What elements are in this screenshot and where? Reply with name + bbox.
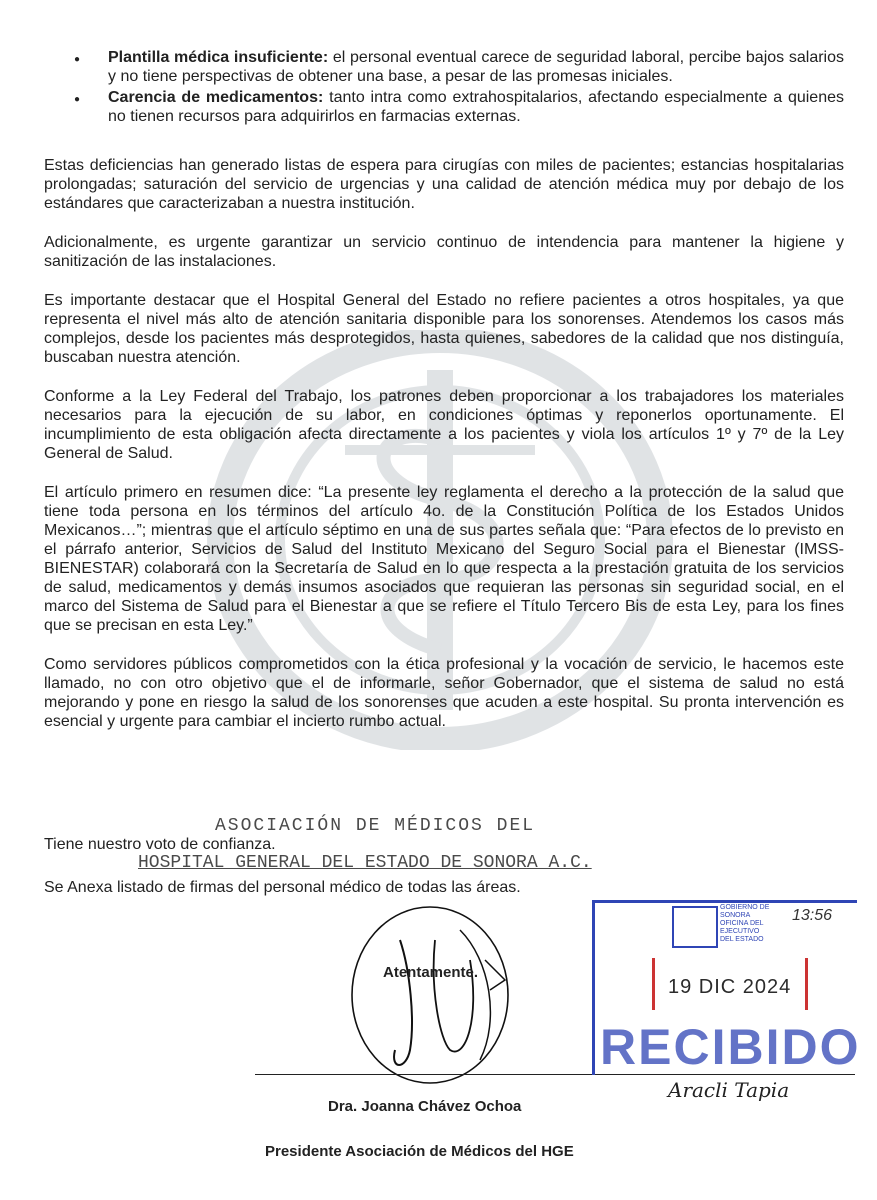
receiver-handwriting: Aracli Tapia (668, 1078, 790, 1102)
stamp-recibido: RECIBIDO (600, 1019, 861, 1075)
paragraph-articulos: El artículo primero en resumen dice: “La presente ley reglamenta el derecho a la protección de la salud que tiene toda persona en los términos del artículo 4o. de la Constitución Política de los Estados Unidos Mexicanos…”; mientras que el artículo séptimo en una de sus partes señala que: “Para efectos de lo previsto en el párrafo anterior, Servicios de Salud del Instituto Mexicano del Seguro Social para el Bienestar (IMSS-BIENESTAR) colaborará con la Secretaría de Salud en lo que respecta a la prestación gratuita de los servicios de salud, medicamentos y demás insumos asociados que requieran las personas sin seguridad social, en el marco del Sistema de Salud para el Bienestar a que se refiere el Título Tercero Bis de esta Ley, para los fines que se precisan en esta Ley.” (44, 484, 844, 634)
paragraph-deficiencies: Estas deficiencias han generado listas de espera para cirugías con miles de pacientes; estancias hospitalarias prolongadas; saturación del servicio de urgencias y una calidad de atención médica muy por debajo de los estándares que caracterizaban a nuestra institución. (44, 157, 844, 212)
signer-name: Dra. Joanna Chávez Ochoa (328, 1098, 522, 1115)
stamp-header: GOBIERNO DE SONORA OFICINA DEL EJECUTIVO DEL ESTADO (720, 904, 770, 943)
letter-body (44, 48, 844, 731)
stamp-emblem-icon (672, 906, 718, 948)
voto-confianza: Tiene nuestro voto de confianza. (44, 836, 276, 853)
deficiency-list (74, 48, 844, 126)
signature-drawing (340, 900, 530, 1100)
list-item: ● Plantilla médica insuficiente: el personal eventual carece de seguridad laboral, percibe bajos salarios y no tiene perspectivas de obtener una base, a pesar de las promesas iniciales. (74, 48, 844, 86)
association-stamp-line1: ASOCIACIÓN DE MÉDICOS DEL (215, 816, 536, 836)
paragraph-hospital: Es importante destacar que el Hospital General del Estado no refiere pacientes a otros hospitales, ya que representa el nivel más alto de atención sanitaria disponible para los sonorenses. Atendemos los casos más complejos, desde los pacientes más desprotegidos, hasta quienes, sabedores de la calidad que nos distinguía, buscaban nuestra atención. (44, 292, 844, 366)
list-item: ● Carencia de medicamentos: tanto intra como extrahospitalarios, afectando especialmente a quienes no tienen recursos para adquirirlos en farmacias externas. (74, 88, 844, 126)
stamp-date: 19 DIC 2024 (668, 976, 792, 998)
anexa-firmas: Se Anexa listado de firmas del personal médico de todas las áreas. (44, 879, 521, 896)
paragraph-llamado: Como servidores públicos comprometidos con la ética profesional y la vocación de servicio, le hacemos este llamado, no con otro objetivo que el de informarle, señor Gobernador, que el sistema de salud no está mejorando y pone en riesgo la salud de los sonorenses que acuden a este hospital. Su pronta intervención es esencial y urgente para cambiar el incierto rumbo actual. (44, 656, 844, 730)
paragraph-intendencia: Adicionalmente, es urgente garantizar un servicio continuo de intendencia para mantener la higiene y sanitización de las instalaciones. (44, 234, 844, 270)
atentamente: Atentamente. (383, 964, 479, 981)
stamp-time: 13:56 (792, 907, 833, 924)
signer-title: Presidente Asociación de Médicos del HGE (265, 1143, 574, 1160)
association-stamp-line2: HOSPITAL GENERAL DEL ESTADO DE SONORA A.C. (138, 853, 592, 873)
paragraph-ley-trabajo: Conforme a la Ley Federal del Trabajo, los patrones deben proporcionar a los trabajadores los materiales necesarios para la ejecución de su labor, en condiciones óptimas y reponerlos oportunamente. El incumplimiento de esta obligación afecta directamente a los pacientes y viola los artículos 1º y 7º de la Ley General de Salud. (44, 388, 844, 462)
